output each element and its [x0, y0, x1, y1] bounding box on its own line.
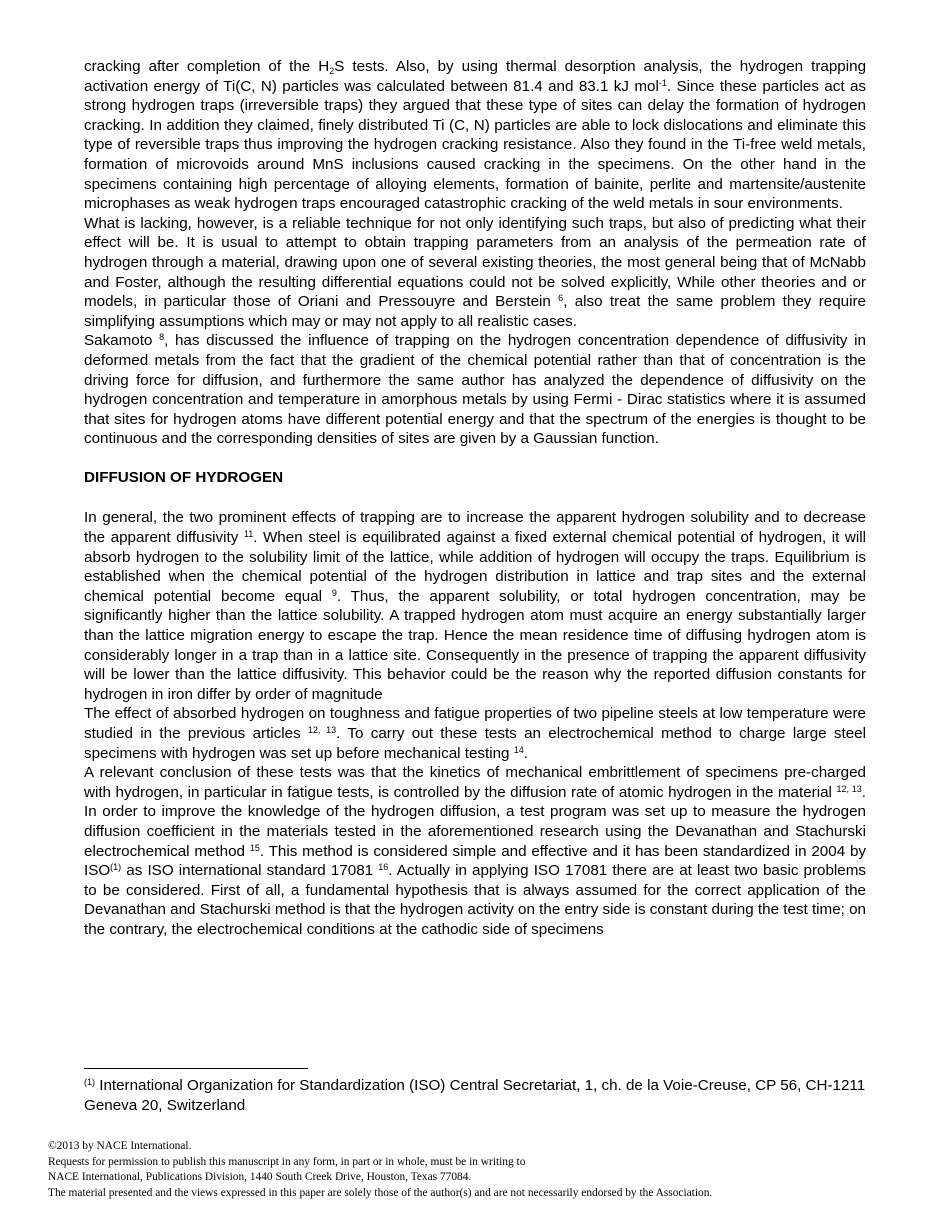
text-run: . Actually in applying ISO 17081 there are at least two basic problems to be considered. First of all, a fundamental hypothesis that is always assumed for the correct application of the Devanathan and Stachurski method is that the hydrogen activity on the entry side is constant during the test time; on the contrary, the electrochemical conditions at the cathodic side of specimens	[84, 862, 866, 938]
copyright-line-4: The material presented and the views expressed in this paper are solely those of the author(s) and are not necessarily endorsed by the Association.	[48, 1186, 713, 1199]
copyright-line-2: Requests for permission to publish this manuscript in any form, in part or in whole, must be in writing to	[48, 1155, 526, 1168]
paragraph-p3	[84, 331, 866, 449]
citation-superscript: 12, 13	[836, 783, 862, 794]
citation-superscript: (1)	[110, 862, 122, 873]
copyright-line-3: NACE International, Publications Division, 1440 South Creek Drive, Houston, Texas 77084.	[48, 1171, 472, 1184]
footnote	[84, 1076, 866, 1116]
text-run: . This method is considered simple and effective and it has been standardized in 2004 by ISO	[84, 842, 867, 880]
citation-superscript: 14	[513, 744, 524, 755]
text-run: S tests. Also, by using thermal desorption analysis, the hydrogen trapping activation energy of Ti(C, N) particles was calculated between 81.4 and 83.1 kJ mol	[84, 58, 867, 95]
paragraph-p5	[84, 704, 866, 763]
text-run: .	[523, 744, 528, 762]
subscript: 2	[329, 66, 335, 76]
text-run: . In order to improve the knowledge of the hydrogen diffusion, a test program was set up to measure the hydrogen diffusion coefficient in the materials tested in the aforementioned research using the Devanathan and Stachurski electrochemical method	[84, 783, 867, 860]
citation-superscript: 6	[558, 293, 564, 304]
text-run: What is lacking, however, is a reliable technique for not only identifying such traps, but also of predicting what their effect will be. It is usual to attempt to obtain trapping parameters from an analysis of the permeation rate of hydrogen through a material, drawing upon one of several existing theories, the most general being that of McNabb and Foster, although the resulting differential equations could not be solved explicitly, While other theories and or models, in particular those of Oriani and Pressouyre and Berstein	[84, 214, 866, 311]
citation-superscript: 16	[378, 862, 389, 873]
text-run: . To carry out these tests an electrochemical method to charge large steel specimens with hydrogen was set up before mechanical testing	[84, 725, 866, 762]
paragraph-p4	[84, 508, 866, 704]
paragraph-p2	[84, 214, 866, 332]
text-run: In general, the two prominent effects of trapping are to increase the apparent hydrogen solubility and to decrease the apparent diffusivity	[84, 509, 866, 547]
citation-superscript: -1	[658, 77, 667, 88]
copyright-block	[48, 1139, 908, 1201]
text-run: Sakamoto	[84, 332, 160, 350]
paragraph-p6	[84, 763, 866, 939]
citation-superscript: 11	[243, 529, 254, 540]
page-body	[84, 57, 866, 940]
citation-superscript: 15	[249, 842, 260, 853]
copyright-line-1: ©2013 by NACE International.	[48, 1140, 192, 1152]
text-run: as ISO international standard 17081	[121, 862, 379, 880]
text-run: , has discussed the influence of trapping on the hydrogen concentration dependence of diffusivity in deformed metals from the fact that the gradient of the chemical potential rather than that of concentration is the driving force for diffusion, and furthermore the same author has analyzed the dependence of diffusivity on the hydrogen concentration and temperature in amorphous metals by using Fermi - Dirac statistics where it is assumed that sites for hydrogen atoms have different potential energy and that the spectrum of the energies is thought to be continuous and the corresponding densities of sites are given by a Gaussian function.	[84, 332, 866, 448]
text-run: The effect of absorbed hydrogen on toughness and fatigue properties of two pipeline steels at low temperature were studied in the previous articles	[84, 705, 866, 742]
text-run: A relevant conclusion of these tests was that the kinetics of mechanical embrittlement of specimens pre-charged with hydrogen, in particular in fatigue tests, is controlled by the diffusion rate of atomic hydrogen in the material	[84, 764, 866, 801]
footnote-rule	[84, 1068, 308, 1069]
footnote-marker: (1)	[84, 1077, 95, 1087]
text-run: cracking after completion of the H	[84, 58, 330, 75]
footnote-text: International Organization for Standardization (ISO) Central Secretariat, 1, ch. de la Voie-Creuse, CP 56, CH-1211 Geneva 20, Switzerland	[84, 1077, 866, 1114]
text-run: . Since these particles act as strong hydrogen traps (irreversible traps) they argued that these type of sites can delay the formation of hydrogen cracking. In addition they claimed, finely distributed Ti (C, N) particles are able to lock dislocations and eliminate this type of reversible traps thus improving the hydrogen cracking resistance. Also they found in the Ti-free weld metals, formation of microvoids around MnS inclusions caused cracking in the specimens. On the other hand in the specimens containing high percentage of alloying elements, formation of bainite, perlite and martensite/austenite microphases as weak hydrogen traps encouraged catastrophic cracking of the weld metals in sour environments.	[84, 77, 866, 213]
text-run: , also treat the same problem they require simplifying assumptions which may or may not apply to all realistic cases.	[84, 293, 866, 330]
text-run: . Thus, the apparent solubility, or total hydrogen concentration, may be significantly higher than the lattice solubility. A trapped hydrogen atom must acquire an energy substantially larger than the lattice migration energy to escape the trap. Hence the mean residence time of diffusing hydrogen atom is considerably longer in a trap than in a lattice site. Consequently in the presence of trapping the apparent diffusivity will be lower than the lattice diffusivity. This behavior could be the reason why the reported diffusion constants for hydrogen in iron differ by order of magnitude	[84, 587, 867, 703]
paragraph-p1	[84, 57, 866, 214]
citation-superscript: 9	[331, 587, 337, 598]
intro-paragraphs	[84, 57, 866, 449]
citation-superscript: 8	[159, 332, 165, 343]
section-heading: DIFFUSION OF HYDROGEN	[84, 468, 284, 486]
section-paragraphs	[84, 508, 866, 939]
citation-superscript: 12, 13	[308, 725, 337, 735]
text-run: . When steel is equilibrated against a fixed external chemical potential of hydrogen, it will absorb hydrogen to the solubility limit of the lattice, while addition of hydrogen will occupy the traps. Equilibrium is established when the chemical potential of the hydrogen distribution in lattice and trap sites and the external chemical potential become equal	[84, 529, 866, 605]
